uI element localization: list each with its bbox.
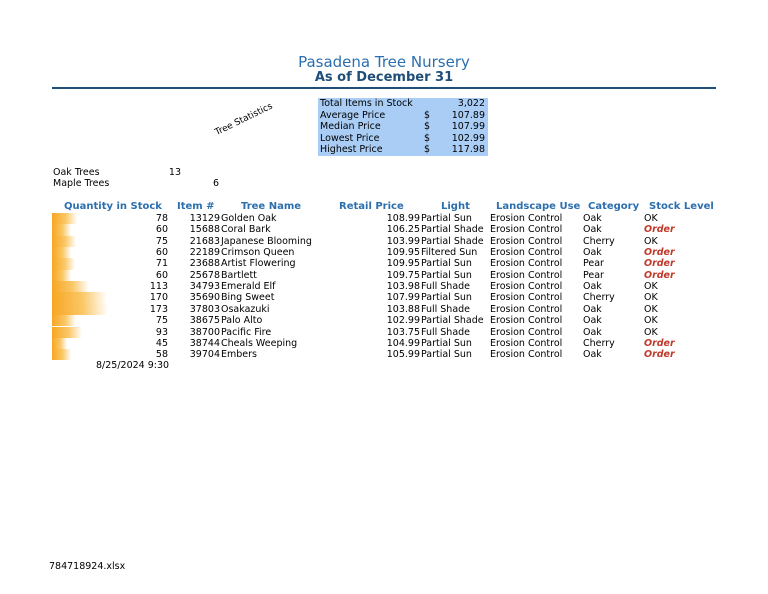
- quantity-data-bar: [52, 349, 71, 360]
- oak-trees-label: Oak Trees: [53, 167, 100, 178]
- table-row: [0, 224, 768, 235]
- maple-trees-count: 6: [212, 178, 219, 189]
- table-row: [0, 315, 768, 326]
- stat-value: 117.98: [451, 144, 485, 155]
- tree-name-cell: Artist Flowering: [221, 258, 296, 270]
- table-row: [0, 304, 768, 315]
- table-row: [0, 213, 768, 224]
- tree-name-cell: Cheals Weeping: [221, 337, 298, 349]
- header-category: Category: [588, 201, 640, 212]
- header-use: Landscape Use: [496, 201, 581, 212]
- landscape-use-cell: Erosion Control: [490, 292, 563, 304]
- header-name: Tree Name: [241, 201, 302, 212]
- quantity-cell: 78: [155, 213, 168, 224]
- item-number-cell: 22189: [189, 247, 220, 259]
- item-number-cell: 34793: [189, 281, 220, 293]
- quantity-data-bar: [52, 213, 77, 224]
- stat-value: 102.99: [451, 132, 485, 144]
- light-cell: Partial Shade: [421, 315, 484, 327]
- landscape-use-cell: Erosion Control: [490, 247, 563, 259]
- item-number-cell: 38700: [189, 326, 220, 338]
- stat-currency: $: [424, 144, 431, 155]
- retail-price-cell: 103.75: [386, 326, 420, 338]
- quantity-cell: 170: [149, 292, 168, 304]
- tree-name-cell: Embers: [221, 349, 257, 361]
- light-cell: Filtered Sun: [421, 247, 478, 259]
- quantity-data-bar: [52, 281, 89, 292]
- sheet-title: Pasadena Tree Nursery: [298, 53, 470, 71]
- quantity-data-bar: [52, 224, 71, 235]
- quantity-cell: 71: [155, 258, 168, 270]
- category-cell: Oak: [583, 326, 602, 338]
- sheet-subtitle: As of December 31: [314, 70, 454, 85]
- retail-price-cell: 108.99: [386, 213, 420, 224]
- quantity-data-bar: [52, 270, 71, 281]
- retail-price-cell: 104.99: [386, 337, 420, 349]
- landscape-use-cell: Erosion Control: [490, 326, 563, 338]
- landscape-use-cell: Erosion Control: [490, 235, 563, 247]
- tree-name-cell: Emerald Elf: [221, 281, 276, 293]
- tree-name-cell: Bartlett: [221, 269, 257, 281]
- landscape-use-cell: Erosion Control: [490, 349, 563, 361]
- quantity-cell: 45: [155, 337, 168, 349]
- landscape-use-cell: Erosion Control: [490, 258, 563, 270]
- stock-level-cell: Order: [644, 247, 675, 259]
- header-light: Light: [441, 201, 470, 212]
- table-row: [0, 338, 768, 349]
- light-cell: Partial Sun: [421, 269, 472, 281]
- stock-level-cell: Order: [644, 349, 675, 361]
- tree-name-cell: Crimson Queen: [221, 247, 295, 259]
- tree-name-cell: Palo Alto: [221, 315, 263, 327]
- item-number-cell: 13129: [189, 213, 220, 224]
- light-cell: Partial Sun: [421, 213, 472, 224]
- table-row: [0, 247, 768, 258]
- stat-currency: $: [424, 121, 431, 132]
- category-cell: Cherry: [583, 292, 615, 304]
- landscape-use-cell: Erosion Control: [490, 224, 563, 236]
- quantity-cell: 60: [155, 224, 168, 236]
- tree-name-cell: Golden Oak: [221, 213, 277, 224]
- retail-price-cell: 105.99: [386, 349, 420, 361]
- light-cell: Partial Shade: [421, 235, 484, 247]
- header-price: Retail Price: [339, 201, 404, 212]
- stock-level-cell: OK: [644, 235, 658, 247]
- item-number-cell: 38675: [189, 315, 220, 327]
- landscape-use-cell: Erosion Control: [490, 337, 563, 349]
- header-quantity: Quantity in Stock: [64, 201, 162, 212]
- stat-value: 3,022: [457, 98, 485, 109]
- header-item: Item #: [177, 201, 215, 212]
- quantity-cell: 113: [149, 281, 168, 293]
- category-cell: Pear: [583, 258, 604, 270]
- stat-row-lowest: [318, 133, 488, 144]
- quantity-cell: 93: [155, 326, 168, 338]
- item-number-cell: 35690: [189, 292, 220, 304]
- stat-label: Lowest Price: [320, 132, 380, 144]
- maple-trees-label: Maple Trees: [53, 178, 110, 189]
- retail-price-cell: 103.88: [386, 303, 420, 315]
- stat-label: Highest Price: [320, 144, 383, 155]
- light-cell: Partial Shade: [421, 224, 484, 236]
- item-number-cell: 37803: [189, 303, 220, 315]
- quantity-data-bar: [52, 258, 75, 269]
- stock-level-cell: OK: [644, 281, 658, 293]
- table-row: [0, 236, 768, 247]
- stat-row-total: [318, 98, 488, 109]
- header-stock: Stock Level: [649, 201, 714, 212]
- item-number-cell: 39704: [189, 349, 220, 361]
- category-cell: Oak: [583, 224, 602, 236]
- light-cell: Partial Sun: [421, 292, 472, 304]
- stock-level-cell: OK: [644, 303, 658, 315]
- quantity-cell: 58: [155, 349, 168, 361]
- light-cell: Partial Sun: [421, 258, 472, 270]
- stock-level-cell: OK: [644, 292, 658, 304]
- landscape-use-cell: Erosion Control: [490, 303, 563, 315]
- retail-price-cell: 107.99: [386, 292, 420, 304]
- header-rule: [52, 87, 716, 89]
- light-cell: Full Shade: [421, 326, 471, 338]
- quantity-cell: 75: [155, 235, 168, 247]
- stock-level-cell: OK: [644, 315, 658, 327]
- stat-row-highest: [318, 144, 488, 155]
- tree-statistics-label: Tree Statistics: [213, 101, 275, 138]
- tree-name-cell: Pacific Fire: [221, 326, 272, 338]
- quantity-data-bar: [52, 338, 67, 349]
- landscape-use-cell: Erosion Control: [490, 281, 563, 293]
- stock-level-cell: Order: [644, 224, 675, 236]
- stock-level-cell: OK: [644, 326, 658, 338]
- table-row: [0, 281, 768, 292]
- table-row: [0, 349, 768, 360]
- retail-price-cell: 109.95: [386, 258, 420, 270]
- category-cell: Oak: [583, 315, 602, 327]
- statistics-box: [318, 98, 488, 156]
- category-cell: Pear: [583, 269, 604, 281]
- quantity-data-bar: [52, 236, 76, 247]
- quantity-data-bar: [52, 327, 82, 338]
- stock-level-cell: OK: [644, 213, 658, 224]
- timestamp: 8/25/2024 9:30: [96, 360, 170, 371]
- retail-price-cell: 103.98: [386, 281, 420, 293]
- table-row: [0, 258, 768, 269]
- quantity-cell: 60: [155, 269, 168, 281]
- retail-price-cell: 103.99: [386, 235, 420, 247]
- stat-label: Average Price: [320, 109, 386, 121]
- stat-currency: $: [424, 109, 431, 121]
- item-number-cell: 25678: [189, 269, 220, 281]
- stat-row-median: [318, 121, 488, 132]
- category-cell: Cherry: [583, 235, 615, 247]
- category-cell: Oak: [583, 247, 602, 259]
- stat-label: Median Price: [320, 121, 381, 132]
- category-cell: Oak: [583, 303, 602, 315]
- stat-row-average: [318, 110, 488, 121]
- table-row: [0, 292, 768, 303]
- retail-price-cell: 109.75: [386, 269, 420, 281]
- landscape-use-cell: Erosion Control: [490, 213, 563, 224]
- tree-name-cell: Coral Bark: [221, 224, 271, 236]
- quantity-data-bar: [52, 315, 76, 326]
- quantity-cell: 60: [155, 247, 168, 259]
- item-number-cell: 15688: [189, 224, 220, 236]
- tree-name-cell: Japanese Blooming: [221, 235, 312, 247]
- landscape-use-cell: Erosion Control: [490, 269, 563, 281]
- quantity-cell: 75: [155, 315, 168, 327]
- quantity-data-bar: [52, 292, 107, 303]
- light-cell: Full Shade: [421, 281, 471, 293]
- quantity-data-bar: [52, 247, 71, 258]
- item-number-cell: 23688: [189, 258, 220, 270]
- light-cell: Full Shade: [421, 303, 471, 315]
- category-cell: Oak: [583, 281, 602, 293]
- file-name: 784718924.xlsx: [49, 561, 126, 572]
- item-number-cell: 38744: [189, 337, 220, 349]
- table-row: [0, 327, 768, 338]
- category-cell: Oak: [583, 213, 602, 224]
- stat-value: 107.99: [451, 121, 485, 132]
- retail-price-cell: 102.99: [386, 315, 420, 327]
- retail-price-cell: 109.95: [386, 247, 420, 259]
- table-row: [0, 270, 768, 281]
- stat-currency: $: [424, 132, 431, 144]
- tree-name-cell: Osakazuki: [221, 303, 270, 315]
- light-cell: Partial Sun: [421, 337, 472, 349]
- stat-label: Total Items in Stock: [320, 98, 413, 109]
- category-cell: Cherry: [583, 337, 615, 349]
- item-number-cell: 21683: [189, 235, 220, 247]
- light-cell: Partial Sun: [421, 349, 472, 361]
- stat-value: 107.89: [451, 109, 485, 121]
- quantity-cell: 173: [149, 303, 168, 315]
- landscape-use-cell: Erosion Control: [490, 315, 563, 327]
- stock-level-cell: Order: [644, 269, 675, 281]
- stock-level-cell: Order: [644, 337, 675, 349]
- category-cell: Oak: [583, 349, 602, 361]
- stock-level-cell: Order: [644, 258, 675, 270]
- oak-trees-count: 13: [168, 167, 181, 178]
- retail-price-cell: 106.25: [386, 224, 420, 236]
- tree-name-cell: Bing Sweet: [221, 292, 275, 304]
